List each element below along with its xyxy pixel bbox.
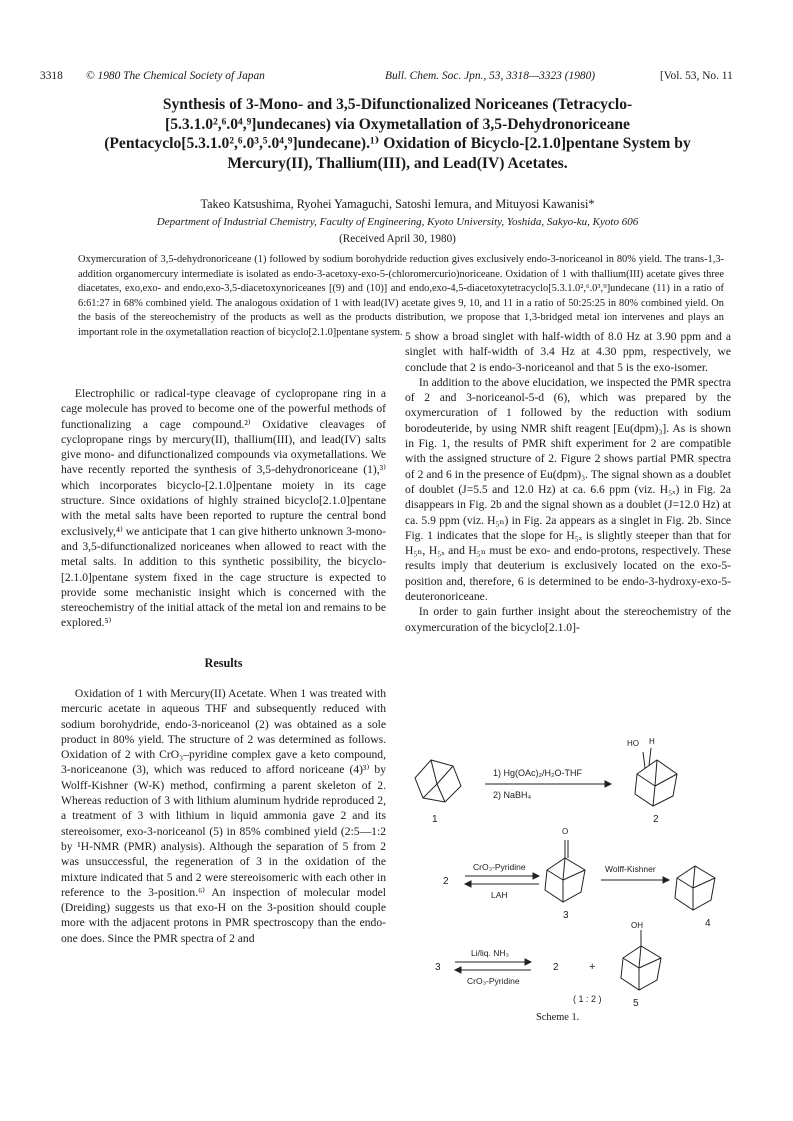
carbonyl-oxygen-label: O	[562, 827, 569, 836]
hydroxyl-label-5: OH	[631, 921, 643, 930]
journal-citation: Bull. Chem. Soc. Jpn., 53, 3318—3323 (1980)	[385, 70, 596, 82]
compound-3-structure	[545, 840, 585, 902]
running-header	[40, 70, 755, 86]
page-number: 3318	[40, 70, 63, 82]
reagent-reoxidation: CrO₃-Pyridine	[467, 976, 520, 986]
compound-1-structure	[415, 760, 461, 802]
authors: Takeo Katsushima, Ryohei Yamaguchi, Satoshi Iemura, and Mituyosi Kawanisi*	[200, 197, 595, 211]
plus-sign: +	[589, 961, 596, 973]
right-column	[405, 329, 731, 635]
compound-label-2-row2: 2	[443, 876, 449, 887]
product-ratio: ( 1 : 2 )	[573, 994, 602, 1004]
right-para-3: In order to gain further insight about the stereochemistry of the oxymercuration of the bicyclo[2.1.0]-	[405, 605, 731, 634]
copyright: © 1980 The Chemical Society of Japan	[86, 70, 265, 82]
reagent-birch: Li/liq. NH₃	[471, 948, 509, 958]
article-title: Synthesis of 3-Mono- and 3,5-Difunctionalized Noriceanes (Tetracyclo-[5.3.1.0²,⁶.0⁴,⁹]undecanes) via Oxymetallation of 3,5-Dehydronoriceane (Pentacyclo[5.3.1.0²,⁶.0³,⁵.0⁴,⁹]undecane).¹⁾ Oxidation of Bicyclo-[2.1.0]pentane System by Mercury(II), Thallium(III), and Lead(IV) Acetates.	[104, 96, 691, 172]
results-text: Oxidation of 1 with Mercury(II) Acetate. When 1 was treated with mercuric acetate in aqueous THF and subsequently reduced with sodium borohydride, endo-3-noriceanol (2) was obtained as a sole product in 80% yield. The structure of 2 was determined as follows. Oxidation of 2 with CrO₃–pyridine complex gave a keto compound, 3-noriceanone (3), which was reduced to afford noriceane (4)³⁾ by Wolff-Kishner (W-K) method, confirming a parent skeleton of 2. Whereas reduction of 3 with lithium aluminum hydride reproduced 2, a treatment of 3 with lithium in liquid ammonia gave 2 and its stereoisomer, exo-3-noriceanol (5) in 85% combined yield (2:5—1:2 by ¹H-NMR (PMR) analysis). Although the separation of 5 from 2 was unsuccessful, the regeneration of 3 in the oxidation of the mixture indicated that 5 and 2 were stereoisomeric with each other in reference to the 3-position.⁶⁾ An inspection of molecular model (Dreiding) suggests us that exo-H on the 3-position should couple more with the adjacent protons in PMR spectroscopy than the endo-one does. Since the PMR spectra of 2 and	[61, 687, 386, 945]
compound-label-2-row3: 2	[553, 962, 559, 973]
compound-5-structure	[621, 930, 661, 990]
hydroxyl-label: HO	[627, 739, 639, 748]
results-heading: Results	[204, 656, 243, 670]
reagent-oxidation: CrO₃-Pyridine	[473, 862, 526, 872]
scheme-diagram	[405, 730, 735, 1030]
compound-label-1: 1	[432, 814, 438, 825]
abstract: Oxymercuration of 3,5-dehydronoriceane (1) followed by sodium borohydride reduction gives exclusively endo-3-noriceanol in 80% yield. The trans-1,3-addition organomercury intermediate is isolated as endo-3-acetoxy-exo-5-(chloromercurio)noriceane. Oxidation of 1 with thallium(III) acetate gives three diacetates, exo,exo- and endo,exo-3,5-diacetoxynoriceanes [(9) and (10)] and endo,exo-4,5-diacetoxytetracyclo[5.3.1.0²,⁶.0³,⁹]undecane (11) in a ratio of 6:61:27 in 68% combined yield. The analogous oxidation of 1 with lead(IV) acetate gives 9, 10, and 11 in a ratio of 50:25:25 in 80% combined yield. On the basis of the stereochemistry of the products as well as the products distribution, we propose that 1,3-bridged metal ion intervenes and plays an important role in the oxymetallation reaction of bicyclo[2.1.0]pentane system.	[78, 254, 724, 338]
compound-label-3-row3: 3	[435, 962, 441, 973]
scheme-1	[405, 730, 735, 1030]
compound-label-4: 4	[705, 918, 711, 929]
right-para-1: 5 show a broad singlet with half-width of 8.0 Hz at 3.90 ppm and a singlet with half-width of 3.4 Hz at 4.30 ppm, respectively, we conclude that 2 is endo-3-noriceanol and that 5 is the exo-isomer.	[405, 330, 731, 374]
results-paragraph	[61, 686, 386, 946]
hydrogen-label: H	[649, 737, 655, 746]
compound-4-structure	[675, 866, 715, 910]
compound-label-3: 3	[563, 910, 569, 921]
scheme-caption: Scheme 1.	[536, 1012, 580, 1023]
reagent-step-2: 2) NaBH₄	[493, 790, 532, 800]
affiliation: Department of Industrial Chemistry, Faculty of Engineering, Kyoto University, Yoshida, Sakyo-ku, Kyoto 606	[156, 216, 639, 228]
compound-label-2: 2	[653, 814, 659, 825]
reagent-step-1: 1) Hg(OAc)₂/H₂O-THF	[493, 768, 582, 778]
volume-info: [Vol. 53, No. 11	[660, 70, 733, 82]
right-para-2: In addition to the above elucidation, we inspected the PMR spectra of 2 and 3-noriceanol-5-d (6), which was prepared by the oxymercuration of 1 followed by the reduction with sodium borodeuteride, by using NMR shift reagent [Eu(dpm)₃]. As is shown in Fig. 1, the results of PMR shift experiment for 2 are compatible with the assigned structure of 2. Figure 2 shows partial PMR spectra of 2 and 6 in the presence of Eu(dpm)₃. The signal shown as a doublet of doublet (J=5.5 and 12.0 Hz) at ca. 6.6 ppm (viz. H₅ₓ) in Fig. 2a disappears in Fig. 2b and the signal shown as a doublet (J=12.0 Hz) at ca. 5.9 ppm (viz. H₅ₙ) in Fig. 2a appears as a singlet in Fig. 2b. Since Fig. 1 indicates that the slope for H₅ₓ is slightly steeper than that for H₅ₙ, H₅ₓ and H₅ₙ must be exo- and endo-protons, respectively. These results imply that deuterium is exclusively located on the exo-5-position and, therefore, 6 is determined to be endo-3-hydroxy-exo-5-deuteronoriceane.	[405, 375, 731, 604]
reagent-wolff-kishner: Wolff-Kishner	[605, 864, 656, 874]
reagent-lah: LAH	[491, 890, 508, 900]
compound-label-5: 5	[633, 998, 639, 1009]
received-date: (Received April 30, 1980)	[339, 233, 456, 245]
compound-2-structure	[635, 748, 677, 806]
intro-paragraph	[61, 386, 386, 631]
intro-text: Electrophilic or radical-type cleavage of cyclopropane ring in a cage molecule has proved to become one of the powerful methods of functionalizing a cage compound.²⁾ Oxidative cleavages of cyclopropane rings by mercury(II), thallium(III), and lead(IV) salts give mono- and difunctionalized compounds via oxymetallations. We have recently reported the synthesis of 3,5-dehydronoriceane (1),³⁾ which incorporates bicyclo-[2.1.0]pentane moiety in its cage structure. Since oxidations of highly strained bicyclo[2.1.0]pentane with the metal salts have been reported to rupture the central bond exclusively,⁴⁾ we anticipate that 1 can give hitherto unknown 3-mono- and 3,5-difunctionalized noriceanes when allowed to react with the metal salts. In addition to this synthetic possibility, the bicyclo-[2.1.0]pentane system fixed in the cage structure is expected to provide some mechanistic insight which is concerned with the stereochemistry of the initial attack of the metal ion and remains to be explored.⁵⁾	[61, 387, 386, 630]
